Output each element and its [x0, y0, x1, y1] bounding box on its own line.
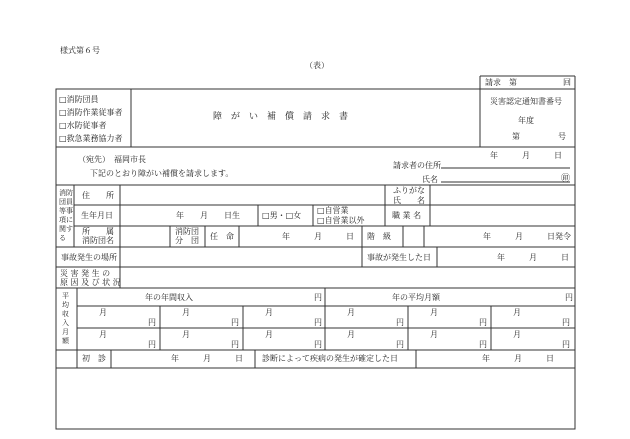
monthly-average-yen: 円	[565, 293, 573, 302]
month-yen: 円	[148, 318, 156, 327]
accident-place-label: 事故発生の場所	[61, 253, 117, 262]
month-yen: 円	[231, 318, 239, 327]
first-visit-date: 年 月 日	[171, 354, 243, 363]
side-label: （表）	[305, 61, 329, 70]
affiliation-label-1: 所 属	[82, 227, 114, 236]
birthdate-value: 年 月 日生	[176, 211, 240, 220]
month-label: 月	[347, 308, 355, 317]
checkbox-male[interactable]: □ 男・	[262, 211, 286, 220]
month-label: 月	[265, 308, 273, 317]
checkbox-self-employed[interactable]: □ 自営業	[317, 207, 349, 215]
month-label: 月	[513, 308, 521, 317]
checkbox-female[interactable]: □ 女	[286, 211, 302, 220]
month-label: 月	[265, 330, 273, 339]
request-count-unit: 回	[563, 78, 571, 87]
rank-date: 年 月 日発令	[483, 232, 571, 241]
form-number: 様式第６号	[60, 46, 100, 55]
appointment-date: 年 月 日	[282, 232, 354, 241]
month-label: 月	[182, 308, 190, 317]
checkbox-flood-worker[interactable]: □ 水防従事者	[59, 122, 107, 130]
cause-label-1: 災 害 発 生 の	[60, 269, 111, 278]
month-yen: 円	[479, 318, 487, 327]
month-yen: 円	[231, 340, 239, 349]
birthdate-label: 生年月日	[81, 211, 113, 220]
month-label: 月	[182, 330, 190, 339]
sex-field[interactable]	[262, 212, 301, 220]
addressee: （宛先） 福岡市長	[78, 155, 146, 164]
request-statement: 下記のとおり障がい補償を請求します。	[90, 169, 234, 178]
accident-date: 年 月 日	[497, 253, 569, 262]
month-yen: 円	[562, 340, 570, 349]
month-yen: 円	[562, 318, 570, 327]
occupation-label: 職 業 名	[392, 211, 422, 220]
month-label: 月	[347, 330, 355, 339]
member-section-label: 消防 団員 等事 項に 関す る	[59, 189, 73, 242]
notice-number-label: 災害認定通知書番号	[490, 97, 562, 106]
income-section-label: 平 均 収 入 月 額	[62, 292, 69, 345]
notice-number-suffix: 号	[558, 132, 566, 141]
annual-income-yen: 円	[314, 293, 322, 302]
month-yen: 円	[314, 340, 322, 349]
month-yen: 円	[396, 340, 404, 349]
month-label: 月	[99, 330, 107, 339]
division-label-2: 分 団	[175, 236, 199, 245]
checkbox-emergency-helper[interactable]: □ 救急業務協力者	[59, 135, 123, 143]
annual-income-label: 年の年間収入	[145, 293, 193, 302]
furigana-label: ふりがな	[393, 186, 425, 195]
rank-label: 階 級	[367, 232, 391, 241]
diagnosis-confirmed-label: 診断によって疾病の発生が確定した日	[262, 354, 398, 363]
checkbox-not-self-employed[interactable]: □ 自営業以外	[317, 217, 365, 225]
request-date: 年 月 日	[490, 151, 562, 160]
month-yen: 円	[148, 340, 156, 349]
name-label: 氏 名	[393, 196, 425, 205]
month-label: 月	[430, 308, 438, 317]
diagnosis-confirmed-date: 年 月 日	[482, 354, 554, 363]
month-label: 月	[513, 330, 521, 339]
month-yen: 円	[396, 318, 404, 327]
month-label: 月	[99, 308, 107, 317]
seal-icon: ㊞	[561, 174, 571, 184]
appointment-label: 任 命	[210, 232, 234, 241]
affiliation-label-2: 消防団名	[82, 236, 114, 245]
first-visit-label: 初 診	[82, 354, 106, 363]
division-label-1: 消防団	[175, 227, 199, 236]
notice-number-prefix: 第	[512, 132, 520, 141]
fiscal-year-label: 年度	[518, 116, 534, 125]
checkbox-fire-member[interactable]: □ 消防団員	[59, 96, 99, 104]
month-yen: 円	[479, 340, 487, 349]
claimant-name-label: 氏名	[422, 175, 438, 184]
claimant-address-label: 請求者の住所	[393, 161, 441, 170]
monthly-average-label: 年の平均月額	[392, 293, 440, 302]
address-label: 住 所	[82, 191, 114, 200]
cause-label-2: 原 因 及 び 状 況	[60, 278, 121, 287]
month-yen: 円	[314, 318, 322, 327]
month-label: 月	[430, 330, 438, 339]
request-count-label: 請求 第	[485, 78, 517, 87]
accident-date-label: 事故が発生した日	[367, 253, 431, 262]
page-title: 障 が い 補 償 請 求 書	[213, 112, 349, 122]
checkbox-fire-worker[interactable]: □ 消防作業従事者	[59, 109, 123, 117]
